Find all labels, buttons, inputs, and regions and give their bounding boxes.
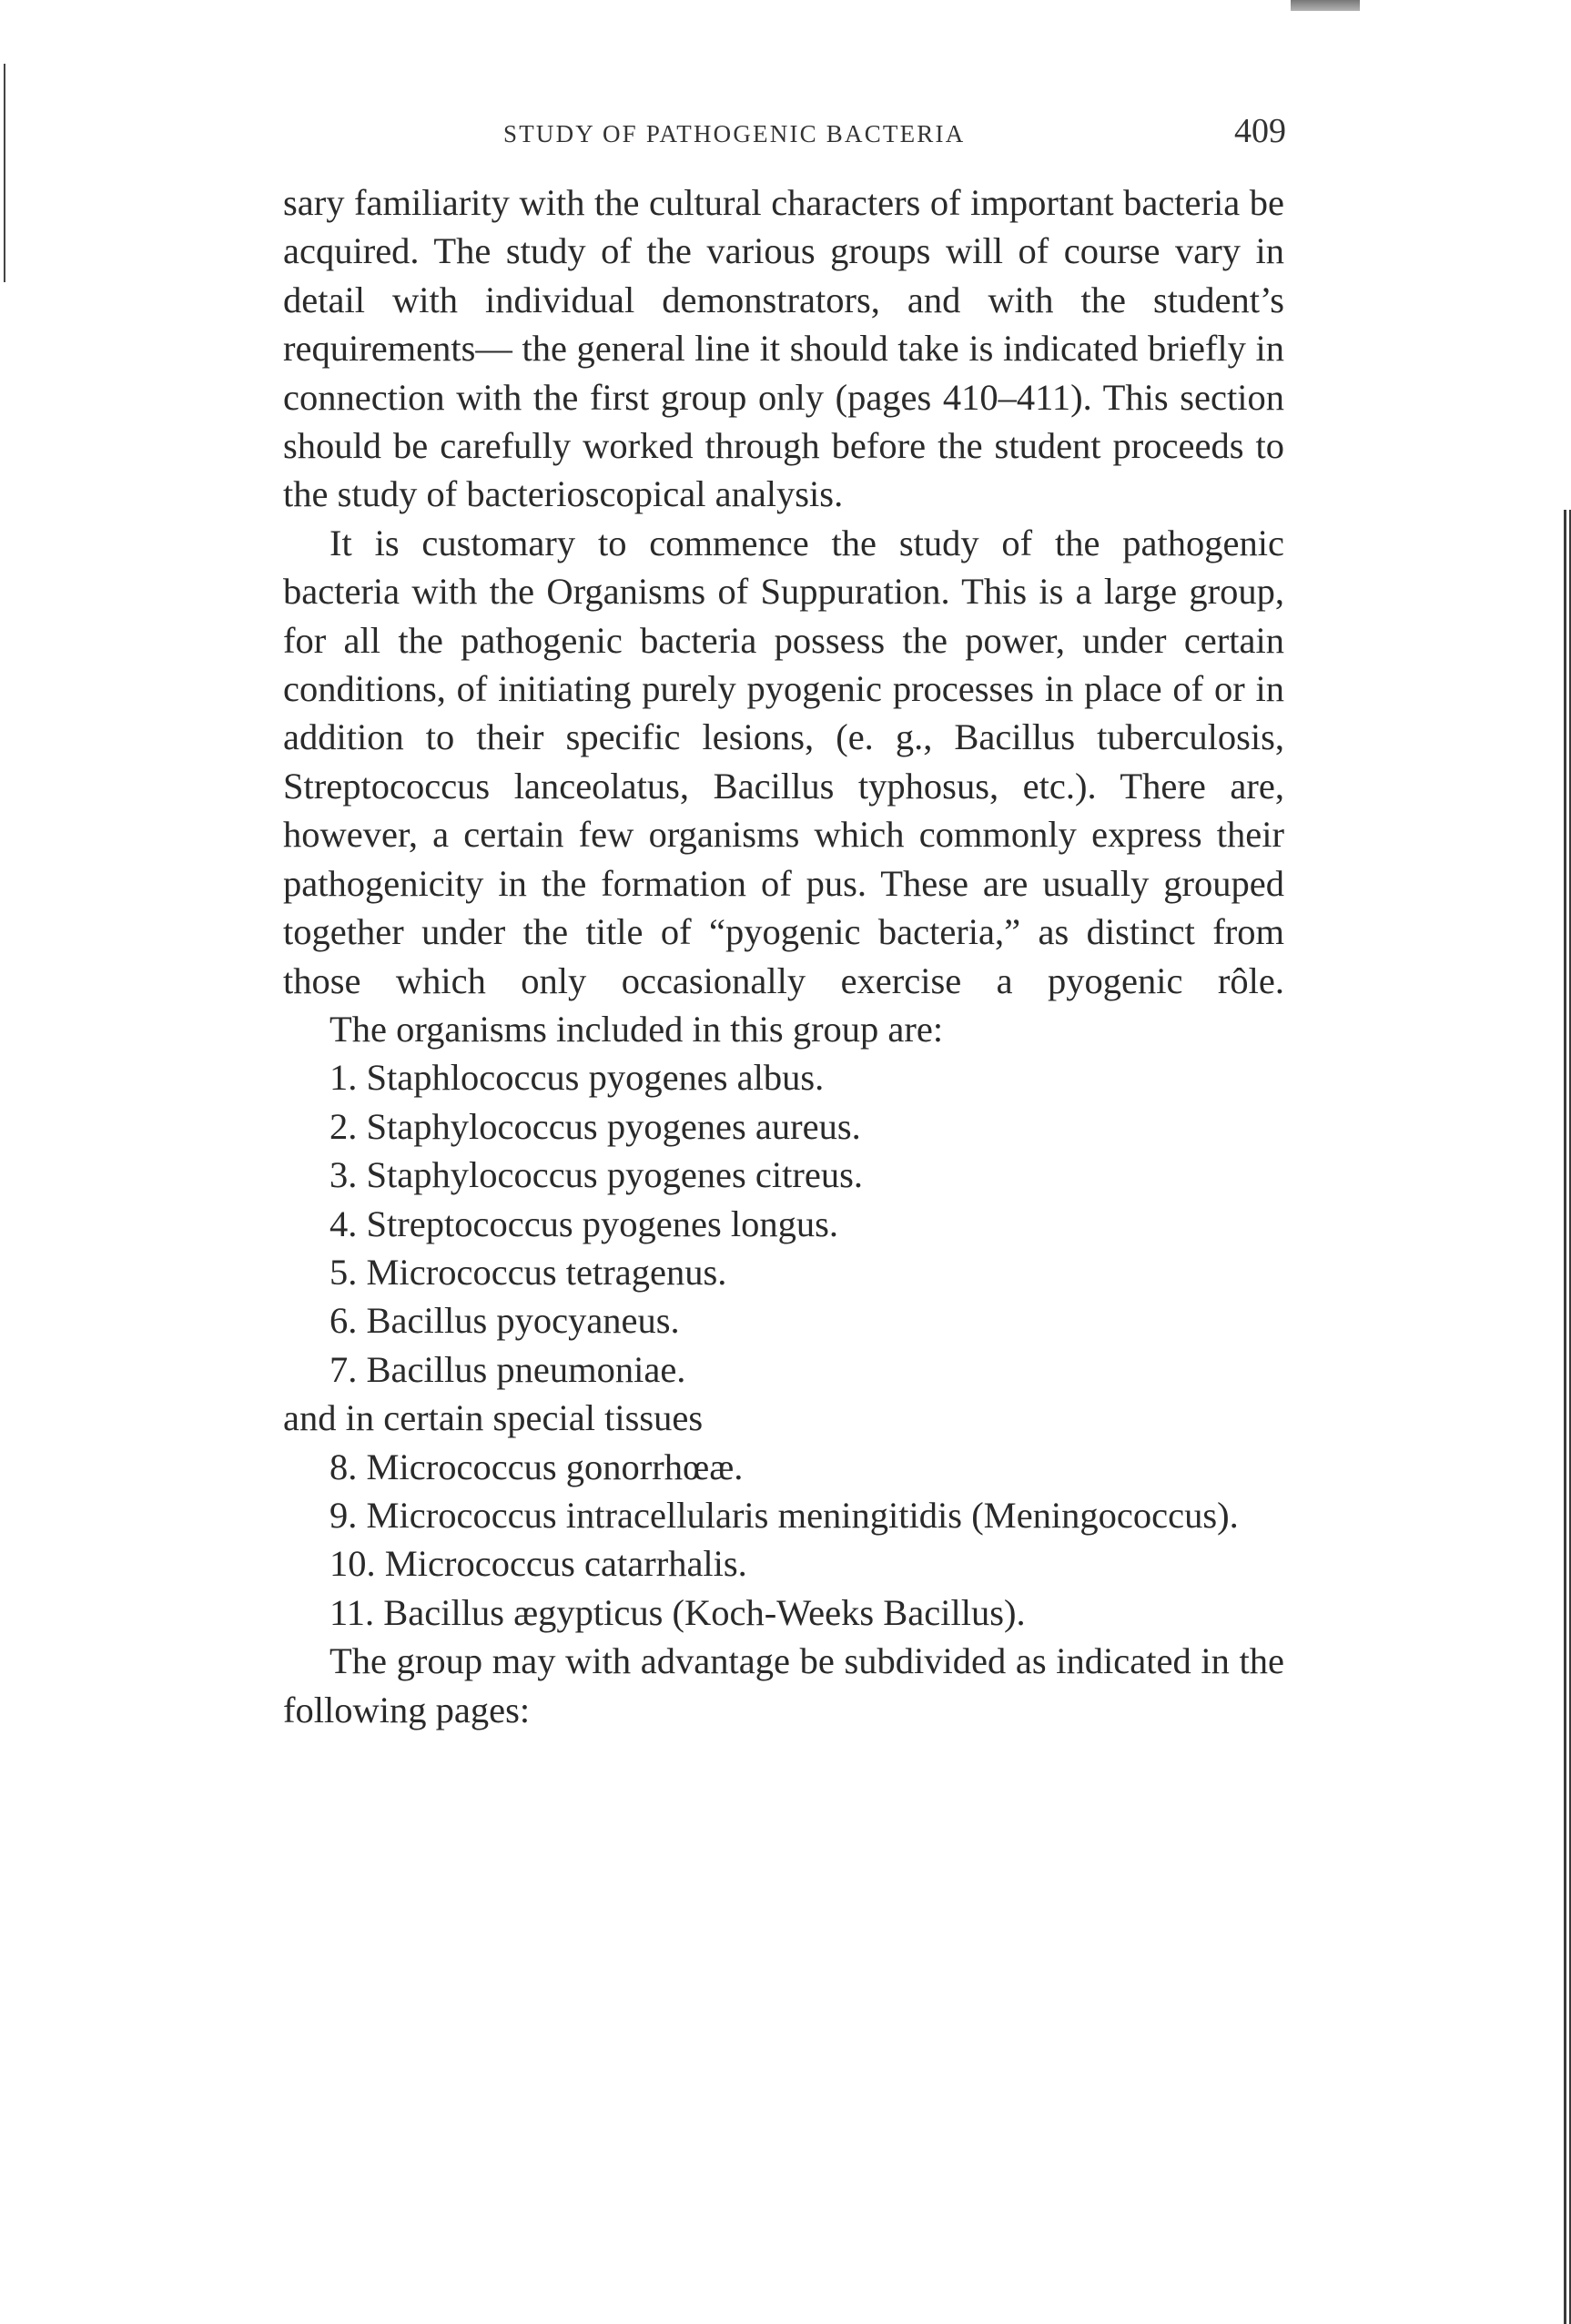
paragraph-continued: sary familiarity with the cultural characters of important bacteria be acquired. The study of the various groups will of course vary in detail with individual demonstrators, and with the student’s requirements— the general line it should take is indicated briefly in connection with the first group only (pages 410–411). This section should be carefully worked through before the student proceeds to the study of bacterioscopical analysis. <box>283 182 1284 515</box>
list-item: 1. Staphlococcus pyogenes albus. <box>329 1057 825 1099</box>
paragraph-suppuration: It is customary to commence the study of the pathogenic bacteria with the Organisms of Suppuration. This is a large group, for all the pathogenic bacteria possess the power, under certain conditions, of initiating purely pyogenic processes in place of or in addition to their specific lesions, (e. g., Bacillus tuberculosis, Streptococcus lanceolatus, Bacillus typhosus, etc.). There are, however, a certain few organisms which commonly express their pathogenicity in the formation of pus. These are usually grouped together under the title of “pyogenic bacteria,” as distinct from those which only occasionally exercise a pyogenic rôle. <box>283 522 1284 1001</box>
special-organism-list <box>283 1443 1284 1638</box>
list-item: 8. Micrococcus gonorrhœæ. <box>329 1446 744 1487</box>
paragraph-closing: The group may with advantage be subdivided as indicated in the following pages: <box>283 1640 1284 1730</box>
list-item: 5. Micrococcus tetragenus. <box>329 1251 727 1293</box>
list-item: 4. Streptococcus pyogenes longus. <box>329 1203 839 1244</box>
list-item: 10. Micrococcus catarrhalis. <box>329 1543 747 1585</box>
paragraph-special-tissues: and in certain special tissues <box>283 1397 704 1439</box>
list-item: 7. Bacillus pneumoniae. <box>329 1348 686 1390</box>
page-number: 409 <box>1234 112 1286 150</box>
list-item: 11. Bacillus ægypticus (Koch-Weeks Bacillus). <box>329 1591 1026 1633</box>
list-item: 2. Staphylococcus pyogenes aureus. <box>329 1105 861 1147</box>
list-item: 3. Staphylococcus pyogenes citreus. <box>329 1154 863 1196</box>
scan-edge-right <box>1564 510 1566 2324</box>
paragraph-list-intro: The organisms included in this group are: <box>329 1008 944 1050</box>
page-body <box>283 178 1284 1734</box>
running-head: STUDY OF PATHOGENIC BACTERIA <box>503 120 966 147</box>
page-header <box>503 111 1286 153</box>
scan-edge-left <box>4 64 5 282</box>
scan-edge-mark <box>1291 0 1360 11</box>
list-item: 6. Bacillus pyocyaneus. <box>329 1300 680 1342</box>
list-item: 9. Micrococcus intracellularis meningitidis (Meningococcus). <box>329 1494 1239 1536</box>
organism-list <box>283 1053 1284 1394</box>
